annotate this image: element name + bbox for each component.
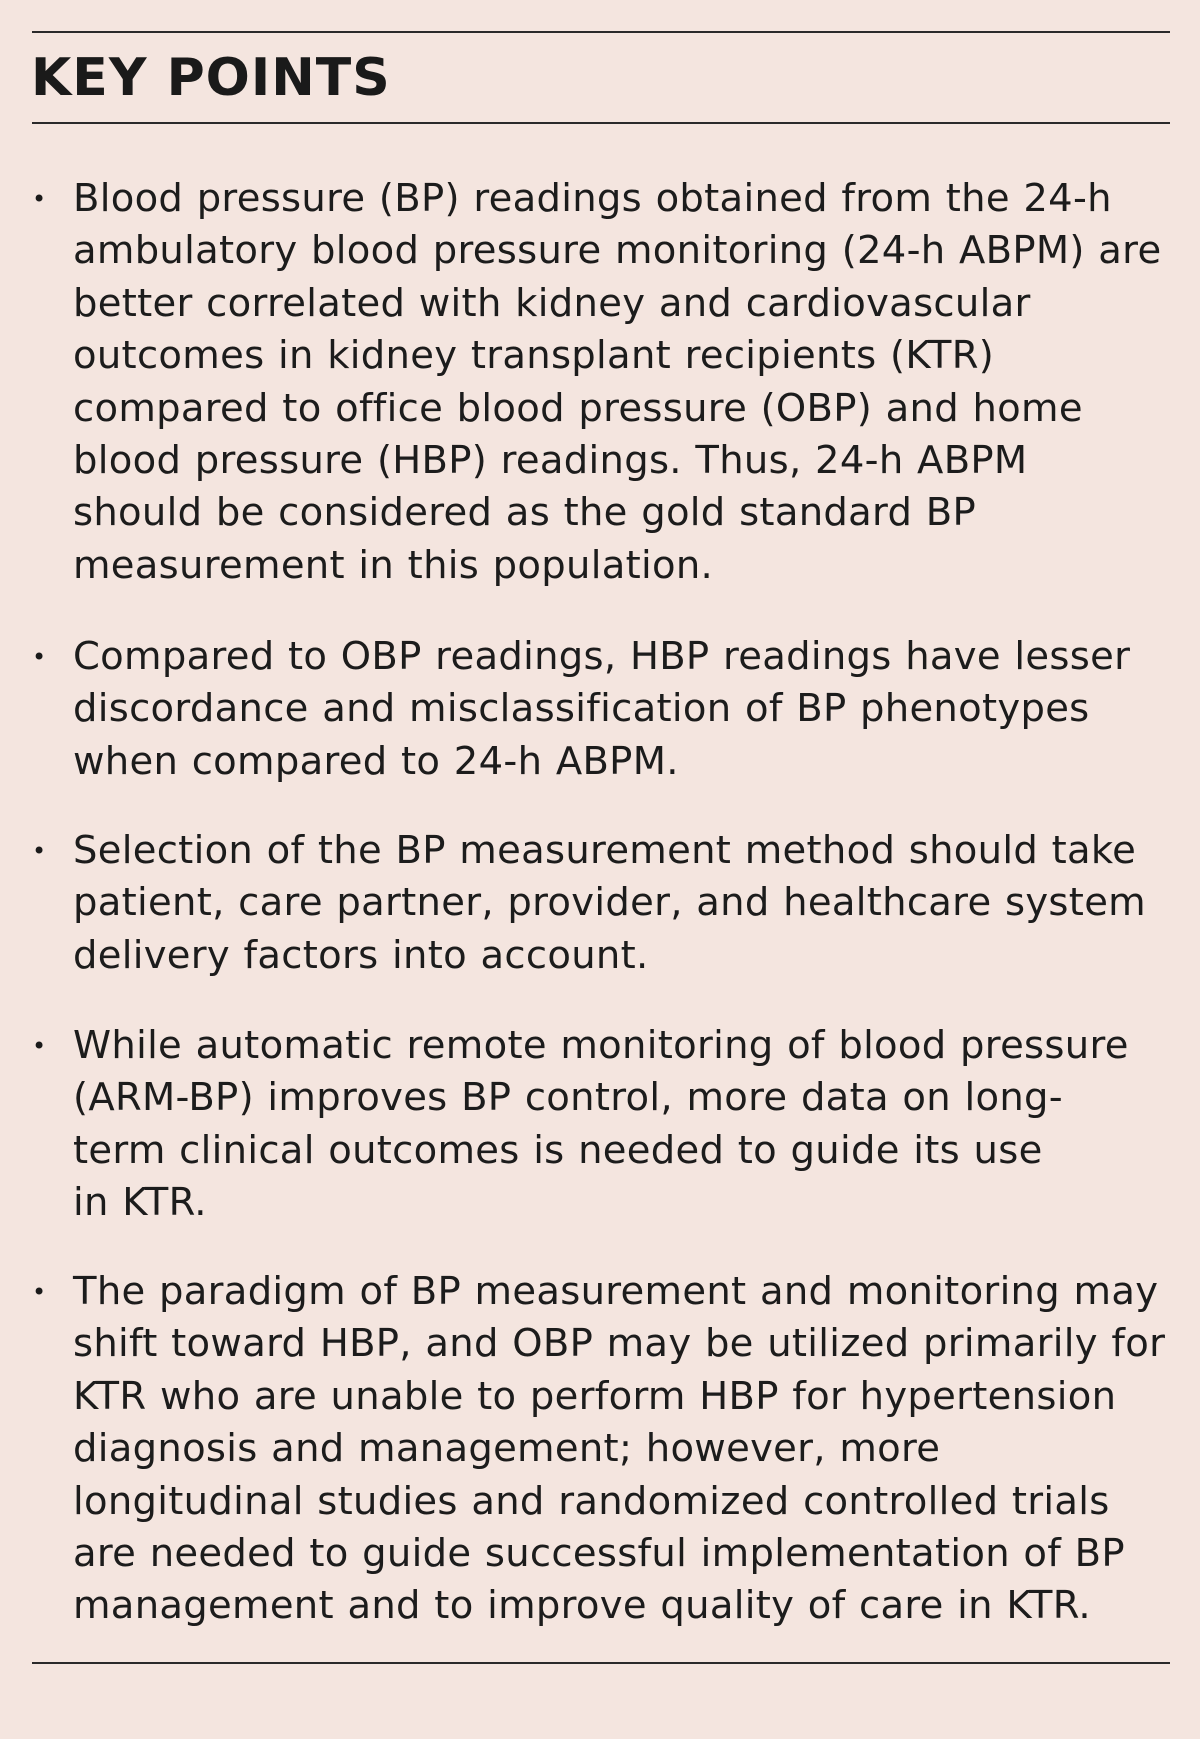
key-points-heading: KEY POINTS [31, 48, 391, 108]
key-point-text [73, 631, 1130, 788]
text-line: outcomes in kidney transplant recipients (KTR) [73, 333, 995, 379]
text-line: The paradigm of BP measurement and monitoring may [73, 1269, 1159, 1314]
bullet-icon: • [32, 643, 47, 671]
bullet-icon: • [32, 185, 47, 213]
bottom-divider [32, 1662, 1170, 1664]
text-line: delivery factors into account. [73, 932, 649, 978]
text-line: Selection of the BP measurement method should take [73, 828, 1137, 873]
text-line: diagnosis and management; however, more [73, 1426, 941, 1472]
heading-divider [32, 122, 1170, 124]
text-line: shift toward HBP, and OBP may be utilized primarily for [73, 1321, 1166, 1367]
text-line: While automatic remote monitoring of blood pressure [73, 1023, 1129, 1068]
text-line: term clinical outcomes is needed to guide its use [73, 1127, 1043, 1173]
text-line: blood pressure (HBP) readings. Thus, 24-h ABPM [73, 438, 1028, 484]
text-line: KTR who are unable to perform HBP for hypertension [73, 1373, 1117, 1419]
text-line: longitudinal studies and randomized controlled trials [73, 1478, 1110, 1524]
bullet-icon: • [32, 1278, 47, 1306]
text-line: when compared to 24-h ABPM. [73, 738, 679, 784]
text-line: better correlated with kidney and cardiovascular [73, 280, 1031, 326]
bullet-icon: • [32, 1032, 47, 1060]
text-line: measurement in this population. [73, 542, 714, 588]
text-line: discordance and misclassification of BP phenotypes [73, 686, 1090, 732]
text-line: management and to improve quality of care in KTR. [73, 1583, 1091, 1629]
key-point-text [73, 1020, 1129, 1230]
text-line: patient, care partner, provider, and healthcare system [73, 880, 1146, 926]
key-point-text [73, 825, 1146, 982]
text-line: are needed to guide successful implementation of BP [73, 1531, 1125, 1577]
text-line: should be considered as the gold standard BP [73, 490, 977, 536]
text-line: compared to office blood pressure (OBP) and home [73, 385, 1083, 431]
key-point-text [73, 1266, 1165, 1633]
text-line: Compared to OBP readings, HBP readings have lesser [73, 634, 1131, 679]
key-point-text [73, 173, 1161, 592]
text-line: (ARM-BP) improves BP control, more data on long- [73, 1075, 1063, 1121]
text-line: in KTR. [73, 1180, 207, 1226]
text-line: Blood pressure (BP) readings obtained from the 24-h [73, 176, 1112, 221]
text-line: ambulatory blood pressure monitoring (24-h ABPM) are [73, 228, 1162, 274]
bullet-icon: • [32, 837, 47, 865]
top-divider [32, 31, 1170, 33]
